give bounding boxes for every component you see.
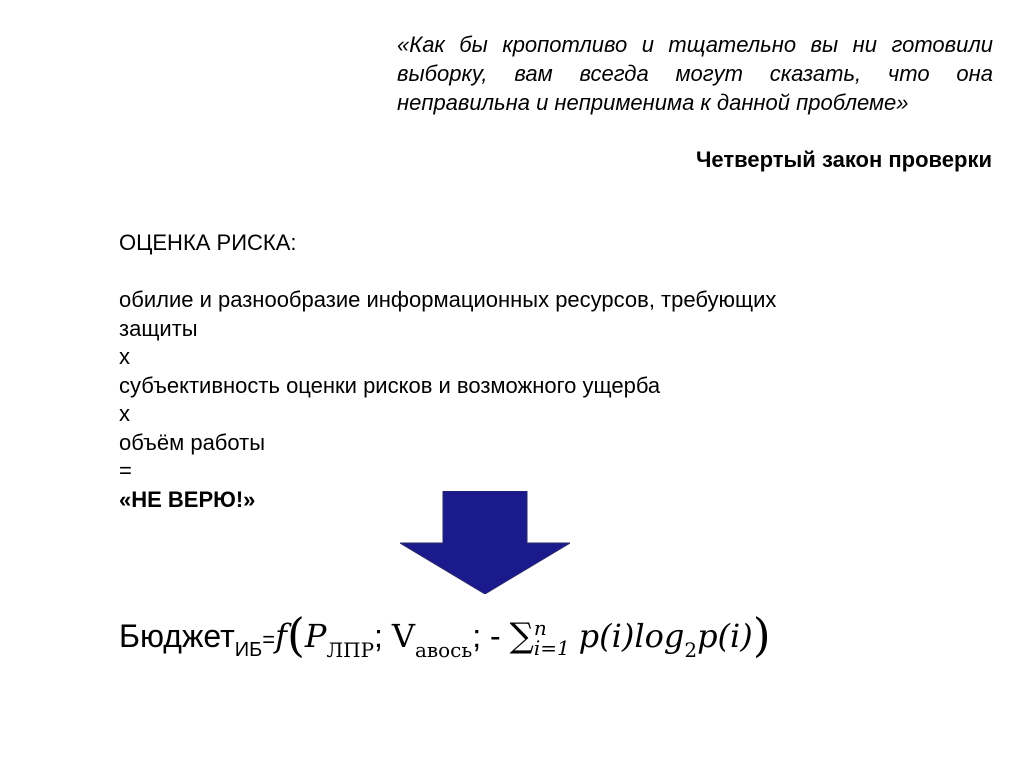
equals-operator: = — [119, 458, 132, 483]
multiply-operator-1: х — [119, 344, 130, 369]
formula-sum-limits — [534, 618, 570, 658]
formula-term: p(i)log — [578, 617, 685, 655]
risk-verdict: «НЕ ВЕРЮ!» — [119, 486, 256, 512]
multiply-operator-2: х — [119, 401, 130, 426]
formula-sum-upper: n — [533, 616, 547, 640]
risk-assessment-block — [119, 229, 919, 514]
risk-factor-1-line-b: защиты — [119, 315, 198, 341]
formula-label: Бюджет — [119, 618, 235, 654]
formula-label-subscript: ИБ — [234, 639, 263, 661]
formula-sum-lower: i=1 — [533, 636, 570, 660]
risk-factor-1-line-a: обилие и разнообразие информационных ресурсов, требующих — [119, 287, 777, 312]
risk-factor-2: субъективность оценки рисков и возможного ущерба — [119, 372, 661, 398]
formula-open-paren: ( — [286, 608, 305, 662]
risk-factor-3: объём работы — [119, 429, 266, 455]
budget-formula — [119, 600, 771, 670]
formula-v-subscript: авось — [414, 638, 473, 662]
formula-function: f — [275, 617, 287, 655]
formula-p-var: P — [304, 617, 327, 655]
risk-heading: ОЦЕНКА РИСКА: — [119, 230, 297, 255]
formula-separator-2: ; - — [472, 618, 510, 654]
formula-term-tail: p(i) — [697, 617, 753, 655]
formula-v-var: V — [391, 617, 415, 655]
formula-separator-1: ; — [374, 618, 392, 654]
formula-equals: = — [262, 627, 276, 652]
down-arrow-icon — [400, 491, 570, 594]
formula-sigma: ∑ — [509, 616, 534, 656]
formula-p-subscript: ЛПР — [326, 638, 375, 662]
epigraph-author: Четвертый закон проверки — [695, 147, 992, 172]
formula-close-paren: ) — [752, 608, 771, 662]
epigraph-quote: «Как бы кропотливо и тщательно вы ни готовили выборку, вам всегда могут сказать, что она неправильна и неприменима к данной проблеме» — [397, 32, 993, 115]
formula-log-base: 2 — [684, 638, 698, 662]
